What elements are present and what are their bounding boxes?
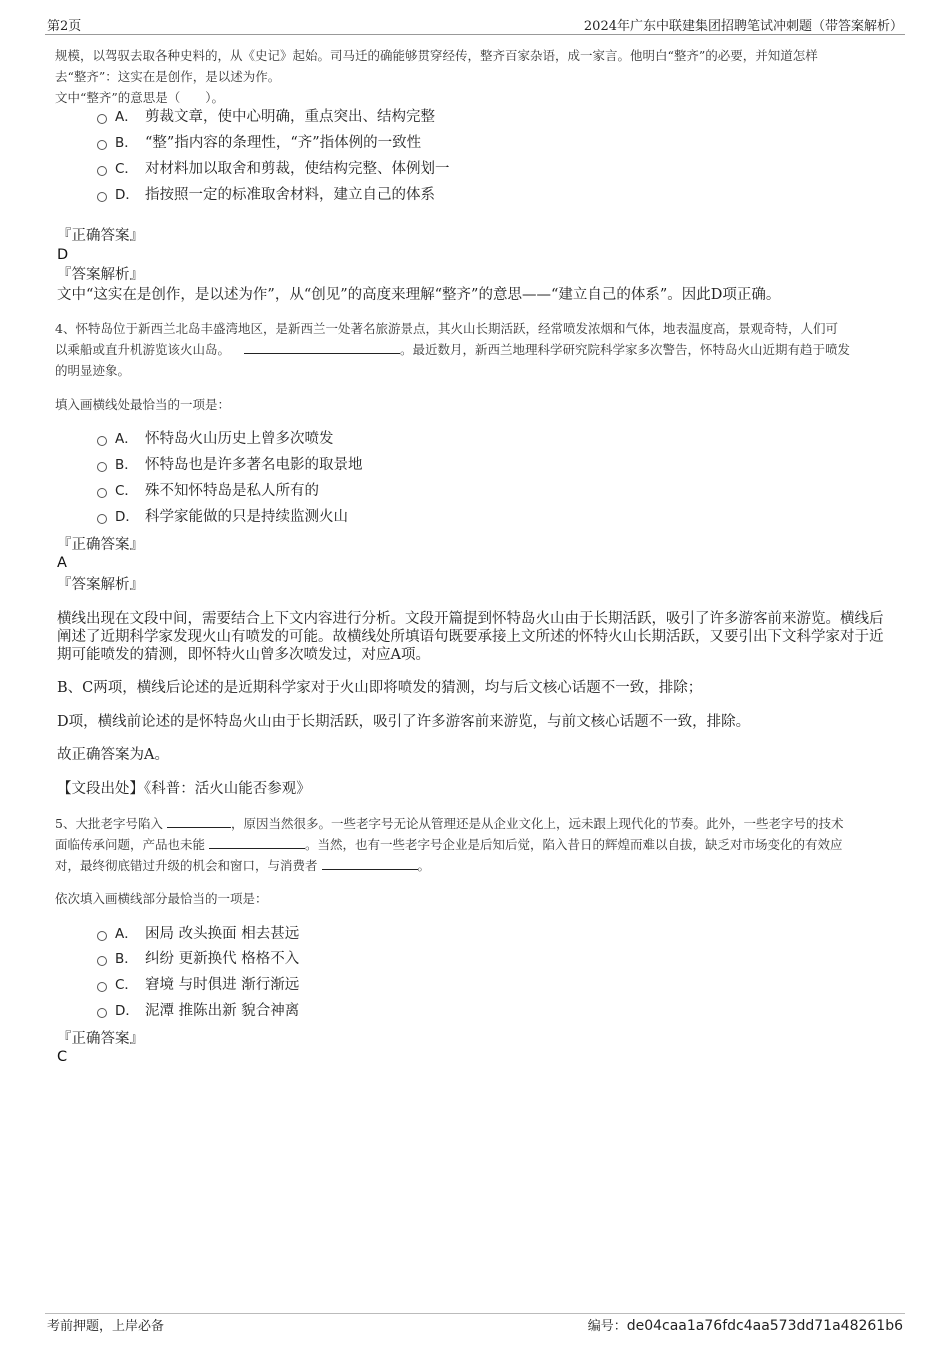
q3-question: 文中“整齐”的意思是（ ）。 (55, 90, 225, 105)
q4-stem-line1: 4、怀特岛位于新西兰北岛丰盛湾地区，是新西兰一处著名旅游景点，其火山长期活跃，经常喷发浓烟和气体，地表温度高，景观奇特，人们可 (55, 321, 838, 336)
q4-analysis-p1: 横线出现在文段中间，需要结合上下文内容进行分析。文段开篇提到怀特岛火山由于长期活跃，吸引了许多游客前来游览。横线后阐述了近期科学家发现火山有喷发的可能。故横线处所填语句既要承接上文所述的怀特火山长期活跃，又要引出下文科学家对于近期可能喷发的猜测，即怀特火山曾多次喷发过，对应A项。 (57, 611, 884, 663)
radio-icon[interactable] (97, 982, 107, 992)
radio-icon[interactable] (97, 436, 107, 446)
radio-icon[interactable] (97, 514, 107, 524)
q4-option-d-text: 科学家能做的只是持续监测火山 (145, 509, 348, 525)
q4-option-a-text: 怀特岛火山历史上曾多次喷发 (145, 431, 334, 447)
q4-answer-label: 『正确答案』 (57, 537, 144, 553)
q5-option-b[interactable]: B． 纠纷 更新换代 格格不入 (97, 947, 299, 971)
q3-analysis: 文中“这实在是创作，是以述为作”，从“创见”的高度来理解“整齐”的意思——“建立自己的体系”。因此D项正确。 (57, 287, 781, 303)
q3-answer-label: 『正确答案』 (57, 228, 144, 244)
footer-slogan: 考前押题，上岸必备 (47, 1319, 165, 1334)
q5-option-a[interactable]: A． 困局 改头换面 相去甚远 (97, 922, 299, 946)
q4-analysis-label: 『答案解析』 (57, 577, 144, 593)
q3-option-c-text: 对材料加以取舍和剪裁，使结构完整、体例划一 (145, 161, 450, 177)
page-footer (45, 1313, 905, 1338)
blank-line (209, 835, 305, 849)
q4-stem-line3: 的明显迹象。 (55, 363, 131, 378)
q4-option-d[interactable]: D． 科学家能做的只是持续监测火山 (97, 505, 348, 529)
radio-icon[interactable] (97, 488, 107, 498)
q3-option-d[interactable]: D． 指按照一定的标准取舍材料，建立自己的体系 (97, 183, 435, 207)
document-title: 2024年广东中联建集团招聘笔试冲刺题（带答案解析） (583, 19, 903, 34)
blank-line (322, 856, 418, 870)
q3-stem (55, 45, 897, 108)
q3-stem-line1: 规模，以驾驭去取各种史料的，从《史记》起始。司马迁的确能够贯穿经传，整齐百家杂语，成一家言。他明白“整齐”的必要，并知道怎样 (55, 48, 818, 63)
q4-option-a[interactable]: A． 怀特岛火山历史上曾多次喷发 (97, 427, 334, 451)
q3-option-b-text: “整”指内容的条理性，“齐”指体例的一致性 (145, 135, 422, 151)
radio-icon[interactable] (97, 956, 107, 966)
q4-option-c[interactable]: C． 殊不知怀特岛是私人所有的 (97, 479, 319, 503)
q5-option-d-text: 泥潭 推陈出新 貌合神离 (145, 1003, 300, 1019)
radio-icon[interactable] (97, 114, 107, 124)
q3-answer: D (57, 247, 69, 263)
radio-icon[interactable] (97, 1008, 107, 1018)
q5-option-a-text: 困局 改头换面 相去甚远 (145, 926, 300, 942)
q3-analysis-label: 『答案解析』 (57, 267, 144, 283)
blank-line (244, 340, 400, 354)
q4-stem (55, 318, 897, 381)
blank-line (167, 814, 231, 828)
q4-source: 【文段出处】《科普：活火山能否参观》 (57, 781, 311, 797)
q5-option-b-text: 纠纷 更新换代 格格不入 (145, 951, 300, 967)
radio-icon[interactable] (97, 192, 107, 202)
page-header (45, 14, 905, 35)
q3-stem-line2: 去“整齐”：这实在是创作，是以述为作。 (55, 69, 281, 84)
q5-prompt: 依次填入画横线部分最恰当的一项是： (55, 891, 268, 906)
q3-option-a-text: 剪裁文章，使中心明确，重点突出、结构完整 (145, 109, 435, 125)
q4-option-b-text: 怀特岛也是许多著名电影的取景地 (145, 457, 363, 473)
q5-stem-line1: 5、大批老字号陷入 ，原因当然很多。一些老字号无论从管理还是从企业文化上，远未跟上现代化的节奏。此外，一些老字号的技术 (55, 816, 844, 831)
q4-analysis-p2: B、C两项，横线后论述的是近期科学家对于火山即将喷发的猜测，均与后文核心话题不一致，排除； (57, 680, 703, 696)
q4-option-b[interactable]: B． 怀特岛也是许多著名电影的取景地 (97, 453, 363, 477)
q5-option-d[interactable]: D． 泥潭 推陈出新 貌合神离 (97, 999, 299, 1023)
q3-option-b[interactable]: B． “整”指内容的条理性，“齐”指体例的一致性 (97, 131, 421, 155)
q5-answer: C (57, 1049, 68, 1065)
radio-icon[interactable] (97, 931, 107, 941)
radio-icon[interactable] (97, 140, 107, 150)
q5-answer-label: 『正确答案』 (57, 1031, 144, 1047)
page-number: 第2页 (47, 19, 82, 34)
q4-option-c-text: 殊不知怀特岛是私人所有的 (145, 483, 319, 499)
radio-icon[interactable] (97, 166, 107, 176)
q3-option-c[interactable]: C． 对材料加以取舍和剪裁，使结构完整、体例划一 (97, 157, 450, 181)
radio-icon[interactable] (97, 462, 107, 472)
document-code: 编号：de04caa1a76fdc4aa573dd71a48261b6 (587, 1318, 903, 1334)
q4-prompt: 填入画横线处最恰当的一项是： (55, 397, 231, 412)
q5-option-c[interactable]: C． 窘境 与时俱进 渐行渐远 (97, 973, 299, 997)
q4-stem-line2: 以乘船或直升机游览该火山岛。 。最近数月，新西兰地理科学研究院科学家多次警告，怀特岛火山近期有趋于喷发 (55, 342, 851, 357)
q3-option-d-text: 指按照一定的标准取舍材料，建立自己的体系 (145, 187, 435, 203)
q4-analysis-p4: 故正确答案为A。 (57, 747, 169, 763)
q5-option-c-text: 窘境 与时俱进 渐行渐远 (145, 977, 300, 993)
q4-analysis-p3: D项，横线前论述的是怀特岛火山由于长期活跃，吸引了许多游客前来游览，与前文核心话题不一致，排除。 (57, 714, 751, 730)
q3-option-a[interactable]: A． 剪裁文章，使中心明确，重点突出、结构完整 (97, 105, 435, 129)
q5-stem-line3: 对，最终彻底错过升级的机会和窗口，与消费者 。 (55, 858, 431, 873)
q5-stem (55, 813, 897, 876)
q5-stem-line2: 面临传承问题，产品也未能 。当然，也有一些老字号企业是后知后觉，陷入昔日的辉煌而难以自拔，缺乏对市场变化的有效应 (55, 837, 843, 852)
q4-answer: A (57, 555, 67, 571)
